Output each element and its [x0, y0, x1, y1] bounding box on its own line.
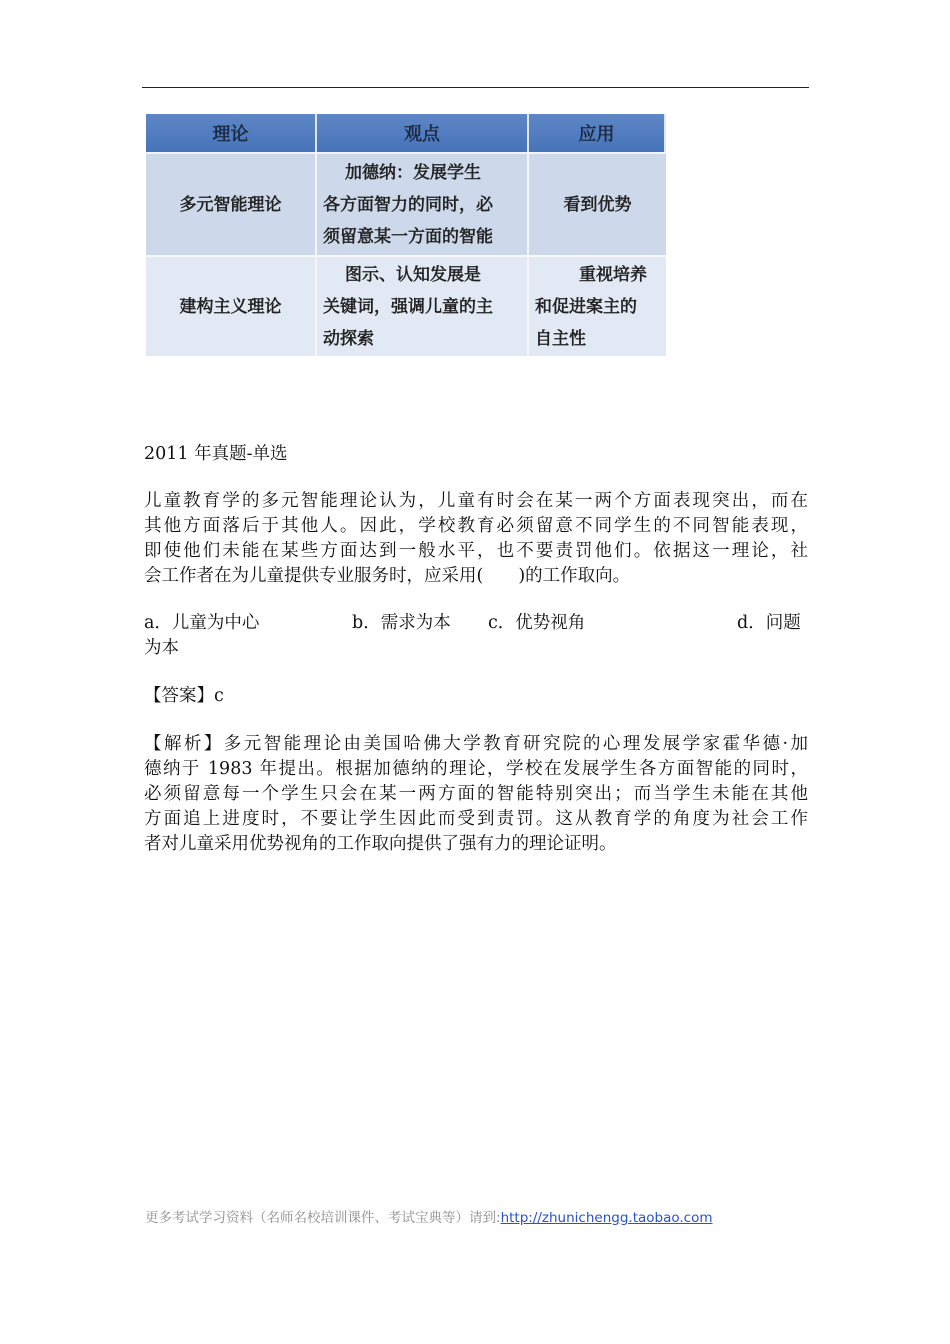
question-line: 儿童教育学的多元智能理论认为，儿童有时会在某一两个方面表现突出，而在 [144, 491, 808, 511]
analysis-line: 德纳于 1983 年提出。根据加德纳的理论，学校在发展学生各方面智能的同时， [144, 759, 808, 779]
row2-application-line: 和促进案主的 [535, 296, 637, 317]
row2-application-line: 自主性 [535, 328, 586, 349]
answer-text: 【答案】c [144, 686, 224, 706]
question-title-text: 2011 年真题-单选 [144, 444, 288, 464]
row1-theory: 多元智能理论 [146, 152, 317, 255]
analysis-line: 者对儿童采用优势视角的工作取向提供了强有力的理论证明。 [144, 834, 617, 854]
row2-application [529, 255, 666, 356]
row2-view-line: 动探索 [323, 328, 374, 349]
option-b: b．需求为本 [352, 613, 451, 633]
header-view: 观点 [317, 114, 529, 152]
question-line: 会工作者在为儿童提供专业服务时，应采用( )的工作取向。 [144, 566, 631, 586]
header-rule [142, 87, 809, 88]
header-theory: 理论 [146, 114, 317, 152]
analysis-line: 方面追上进度时，不要让学生因此而受到责罚。这从教育学的角度为社会工作 [144, 809, 808, 829]
answer [144, 684, 808, 709]
row1-view [317, 152, 529, 255]
question-options [144, 611, 808, 661]
theory-table [146, 114, 666, 356]
footer-link[interactable]: http://zhunichengg.taobao.com [500, 1210, 713, 1226]
row2-view [317, 255, 529, 356]
question-body [144, 489, 808, 589]
footer [145, 1206, 713, 1226]
row2-application-line: 重视培养 [579, 264, 647, 285]
row1-view-line: 加德纳：发展学生 [345, 162, 481, 183]
row1-view-line: 须留意某一方面的智能 [323, 226, 493, 247]
header-application: 应用 [529, 114, 666, 152]
option-d: d．问题 [737, 613, 801, 633]
option-a: a．儿童为中心 [144, 613, 260, 633]
question-title [144, 442, 808, 467]
row1-application: 看到优势 [529, 152, 666, 255]
footer-text: 更多考试学习资料（名师名校培训课件、考试宝典等）请到: [145, 1210, 501, 1226]
question-line: 即使他们未能在某些方面达到一般水平，也不要责罚他们。依据这一理论，社 [144, 541, 808, 561]
row2-theory: 建构主义理论 [146, 255, 317, 356]
row2-view-line: 图示、认知发展是 [345, 264, 481, 285]
row2-view-line: 关键词，强调儿童的主 [323, 296, 493, 317]
question-line: 其他方面落后于其他人。因此，学校教育必须留意不同学生的不同智能表现， [144, 516, 808, 536]
analysis [144, 732, 808, 857]
option-d-wrap: 为本 [144, 638, 179, 658]
analysis-line: 【解析】多元智能理论由美国哈佛大学教育研究院的心理发展学家霍华德·加 [144, 734, 808, 754]
option-c: c．优势视角 [488, 613, 586, 633]
analysis-line: 必须留意每一个学生只会在某一两方面的智能特别突出；而当学生未能在其他 [144, 784, 808, 804]
row1-view-line: 各方面智力的同时，必 [323, 194, 493, 215]
